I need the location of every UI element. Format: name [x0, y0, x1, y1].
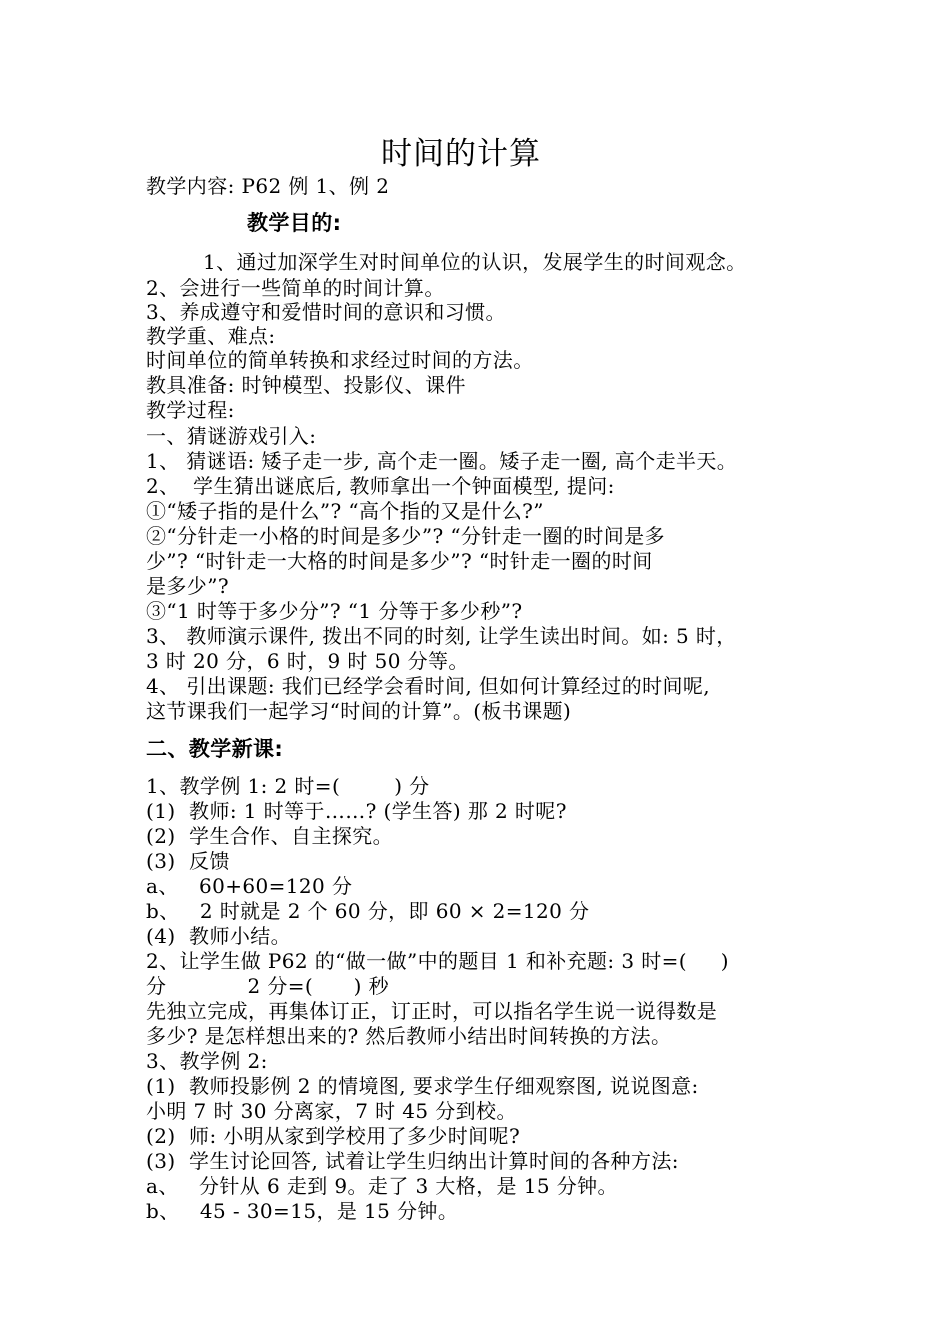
example-1-step-2: (2) 学生合作、自主探究。	[146, 824, 394, 848]
question-line-2a: ②“分针走一小格的时间是多少”? “分针走一圈的时间是多	[146, 524, 665, 548]
goal-line-2: 2、会进行一些简单的时间计算。	[146, 276, 445, 300]
question-line-3: ③“1 时等于多少分”? “1 分等于多少秒”?	[146, 599, 523, 623]
goal-line-3: 3、养成遵守和爱惜时间的意识和习惯。	[146, 300, 506, 324]
key-points-heading: 教学重、难点:	[146, 324, 276, 348]
process-line-3a: 3、 教师演示课件, 拨出不同的时刻, 让学生读出时间。如: 5 时，	[146, 624, 737, 648]
teaching-content-line: 教学内容: P62 例 1、例 2	[146, 174, 390, 198]
exercise-line-a: 2、让学生做 P62 的“做一做”中的题目 1 和补充题: 3 时=( )	[146, 949, 729, 973]
question-line-2c: 是多少”?	[146, 574, 229, 598]
question-line-1: ①“矮子指的是什么”? “高个指的又是什么?”	[146, 499, 544, 523]
example-2-step-1a: (1) 教师投影例 2 的情境图, 要求学生仔细观察图, 说说图意:	[146, 1074, 699, 1098]
example-2-step-3: (3) 学生讨论回答, 试着让学生归纳出计算时间的各种方法:	[146, 1149, 679, 1173]
process-line-4b: 这节课我们一起学习“时间的计算”。(板书课题)	[146, 699, 572, 723]
process-line-2: 2、 学生猜出谜底后, 教师拿出一个钟面模型, 提问:	[146, 474, 615, 498]
example-2-heading: 3、教学例 2:	[146, 1049, 268, 1073]
example-1-step-1: (1) 教师: 1 时等于……? (学生答) 那 2 时呢?	[146, 799, 567, 823]
example-2-answer-b: b、 45 - 30=15，是 15 分钟。	[146, 1199, 459, 1223]
example-1-step-3: (3) 反馈	[146, 849, 230, 873]
example-1-answer-a: a、 60+60=120 分	[146, 874, 353, 898]
exercise-line-b: 分 2 分=( ) 秒	[146, 974, 390, 998]
teaching-goals-heading: 教学目的:	[247, 211, 342, 235]
process-line-4a: 4、 引出课题: 我们已经学会看时间, 但如何计算经过的时间呢,	[146, 674, 711, 698]
section-2-heading: 二、教学新课:	[146, 737, 284, 761]
key-points-text: 时间单位的简单转换和求经过时间的方法。	[146, 348, 534, 372]
example-2-answer-a: a、 分针从 6 走到 9。走了 3 大格，是 15 分钟。	[146, 1174, 618, 1198]
document-title: 时间的计算	[381, 136, 541, 172]
question-line-2b: 少”? “时针走一大格的时间是多少”? “时针走一圈的时间	[146, 549, 653, 573]
exercise-line-c: 先独立完成，再集体订正，订正时，可以指名学生说一说得数是	[146, 999, 718, 1023]
teaching-aids-line: 教具准备: 时钟模型、投影仪、课件	[146, 373, 466, 397]
exercise-line-d: 多少? 是怎样想出来的? 然后教师小结出时间转换的方法。	[146, 1024, 672, 1048]
example-2-step-2: (2) 师: 小明从家到学校用了多少时间呢?	[146, 1124, 521, 1148]
example-1-answer-b: b、 2 时就是 2 个 60 分，即 60 × 2=120 分	[146, 899, 590, 923]
riddle-line: 1、 猜谜语: 矮子走一步, 高个走一圈。矮子走一圈, 高个走半天。	[146, 449, 738, 473]
example-2-step-1b: 小明 7 时 30 分离家，7 时 45 分到校。	[146, 1099, 517, 1123]
example-1-line: 1、教学例 1: 2 时=( ) 分	[146, 774, 430, 798]
goal-line-1: 1、通过加深学生对时间单位的认识，发展学生的时间观念。	[203, 250, 747, 274]
process-line-3b: 3 时 20 分，6 时，9 时 50 分等。	[146, 649, 469, 673]
teaching-process-heading: 教学过程:	[146, 398, 235, 422]
example-1-step-4: (4) 教师小结。	[146, 924, 292, 948]
section-1-heading: 一、猜谜游戏引入:	[146, 424, 317, 448]
